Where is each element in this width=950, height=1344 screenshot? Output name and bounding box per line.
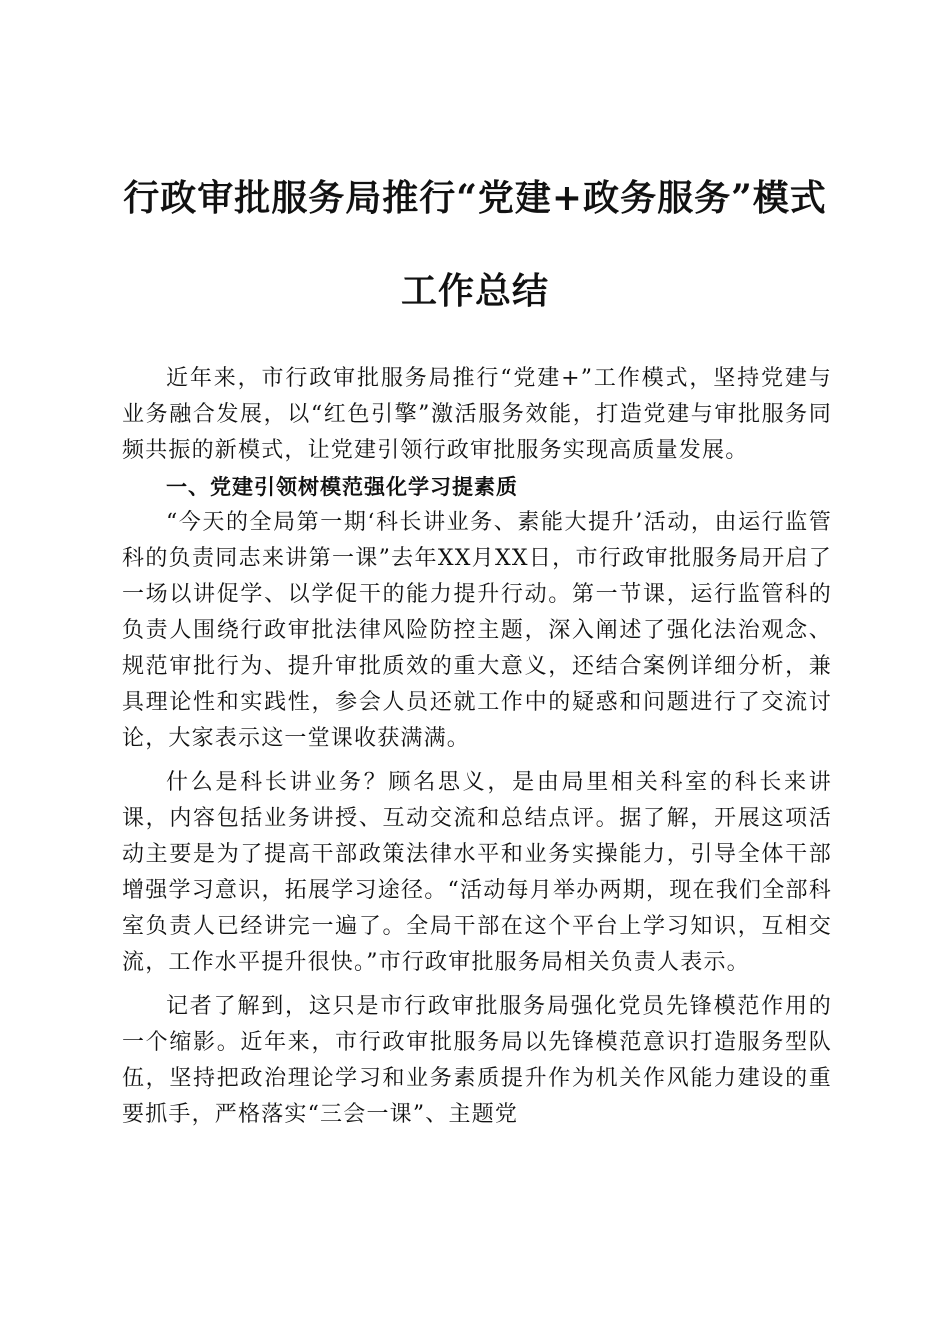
document-title-line-1: 行政审批服务局推行“党建+政务服务”模式 (123, 177, 827, 219)
body-paragraph: 什么是科长讲业务？顾名思义，是由局里相关科室的科长来讲课，内容包括业务讲授、互动交流和总结点评。据了解，开展这项活动主要是为了提高干部政策法律水平和业务实操能力，引导全体干部增强学习意识，拓展学习途径。“活动每月举办两期，现在我们全部科室负责人已经讲完一遍了。全局干部在这个平台上学习知识，互相交流，工作水平提升很快。”市行政审批服务局相关负责人表示。 (122, 770, 832, 975)
section-heading: 一、党建引领树模范强化学习提素质 (166, 475, 518, 499)
document-title-line-2: 工作总结 (400, 270, 549, 312)
intro-paragraph: 近年来，市行政审批服务局推行“党建+”工作模式，坚持党建与业务融合发展，以“红色引擎”激活服务效能，打造党建与审批服务同频共振的新模式，让党建引领行政审批服务实现高质量发展。 (122, 366, 832, 463)
document-body (122, 361, 832, 1133)
body-paragraph: 记者了解到，这只是市行政审批服务局强化党员先锋模范作用的一个缩影。近年来，市行政审批服务局以先锋模范意识打造服务型队伍，坚持把政治理论学习和业务素质提升作为机关作风能力建设的重要抓手，严格落实“三会一课”、主题党 (122, 994, 832, 1127)
body-paragraph: “今天的全局第一期‘科长讲业务、素能大提升’活动，由运行监管科的负责同志来讲第一课”去年XX月XX日，市行政审批服务局开启了一场以讲促学、以学促干的能力提升行动。第一节课，运行监管科的负责人围绕行政审批法律风险防控主题，深入阐述了强化法治观念、规范审批行为、提升审批质效的重大意义，还结合案例详细分析，兼具理论性和实践性，参会人员还就工作中的疑惑和问题进行了交流讨论，大家表示这一堂课收获满满。 (122, 510, 832, 751)
